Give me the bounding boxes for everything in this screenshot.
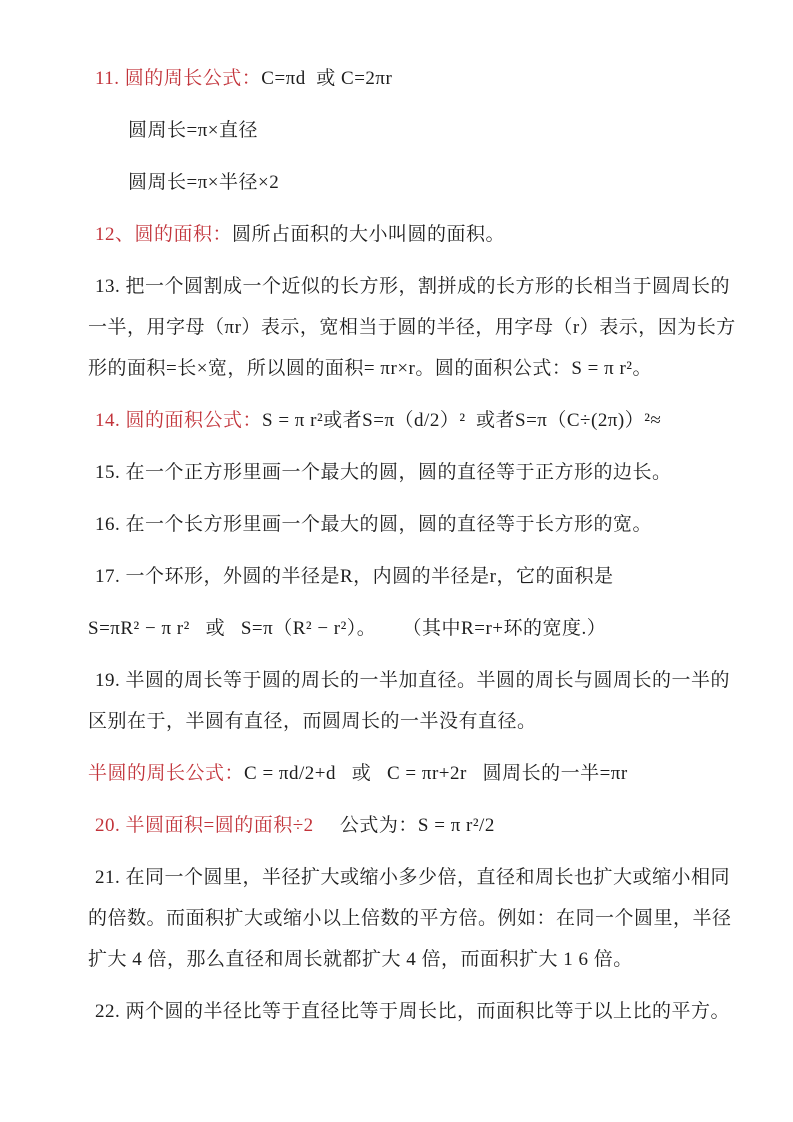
item-11-sub-2-text: 圆周长=π×半径×2: [128, 172, 280, 193]
item-21-body: 21. 在同一个圆里，半径扩大或缩小多少倍，直径和周长也扩大或缩小相同的倍数。而面积扩大或缩小以上倍数的平方倍。例如：在同一个圆里，半径扩大 4 倍，那么直径和周长就都扩大 4 倍，而面积扩大 1 6 倍。: [88, 867, 732, 970]
semicircle-perimeter-body: C = πd/2+d 或 C = πr+2r 圆周长的一半=πr: [244, 763, 628, 784]
item-20-formula: 公式为：S = π r²/2: [313, 815, 495, 836]
item-19-body: 19. 半圆的周长等于圆的周长的一半加直径。半圆的周长与圆周长的一半的区别在于，半圆有直径，而圆周长的一半没有直径。: [88, 670, 731, 732]
item-22-body: 22. 两个圆的半径比等于直径比等于周长比，而面积比等于以上比的平方。: [95, 1001, 731, 1022]
item-14-formula: S = π r²或者S=π（d/2）² 或者S=π（C÷(2π)）²≈: [262, 410, 662, 431]
formula-item-13: [88, 266, 748, 389]
formula-item-14: [88, 400, 748, 441]
item-12-heading: 12、圆的面积：: [95, 224, 233, 245]
item-14-heading: 14. 圆的面积公式：: [95, 410, 263, 431]
formula-item-19: [88, 660, 748, 742]
formula-item-15: [88, 452, 748, 493]
item-17-formula-text: S=πR² − π r² 或 S=π（R² − r²）。 （其中R=r+环的宽度.）: [88, 618, 607, 639]
formula-item-21: [88, 857, 748, 980]
formula-item-12: [88, 214, 748, 255]
item-20-heading: 20. 半圆面积=圆的面积÷2: [95, 815, 314, 836]
item-11-heading: 11. 圆的周长公式：: [95, 68, 262, 89]
item-15-body: 15. 在一个正方形里画一个最大的圆，圆的直径等于正方形的边长。: [95, 462, 672, 483]
formula-item-11-sub-1: [88, 110, 748, 151]
formula-item-16: [88, 504, 748, 545]
formula-item-11: [88, 58, 748, 99]
semicircle-perimeter-heading: 半圆的周长公式：: [88, 763, 245, 784]
item-12-body: 圆所占面积的大小叫圆的面积。: [232, 224, 506, 245]
formula-item-17-formula: [88, 608, 748, 649]
formula-item-17: [88, 556, 748, 597]
semicircle-perimeter-formula: [88, 753, 748, 794]
item-11-formula: C=πd 或 C=2πr: [261, 68, 393, 89]
item-17-body: 17. 一个环形，外圆的半径是R，内圆的半径是r，它的面积是: [95, 566, 614, 587]
item-16-body: 16. 在一个长方形里画一个最大的圆，圆的直径等于长方形的宽。: [95, 514, 653, 535]
formula-item-22: [88, 991, 748, 1032]
item-13-body: 13. 把一个圆割成一个近似的长方形，割拼成的长方形的长相当于圆周长的一半，用字母（πr）表示，宽相当于圆的半径，用字母（r）表示，因为长方形的面积=长×宽，所以圆的面积= πr×r。圆的面积公式：S = π r²。: [88, 276, 736, 379]
formula-item-11-sub-2: [88, 162, 748, 203]
formula-item-20: [88, 805, 748, 846]
item-11-sub-1-text: 圆周长=π×直径: [128, 120, 259, 141]
